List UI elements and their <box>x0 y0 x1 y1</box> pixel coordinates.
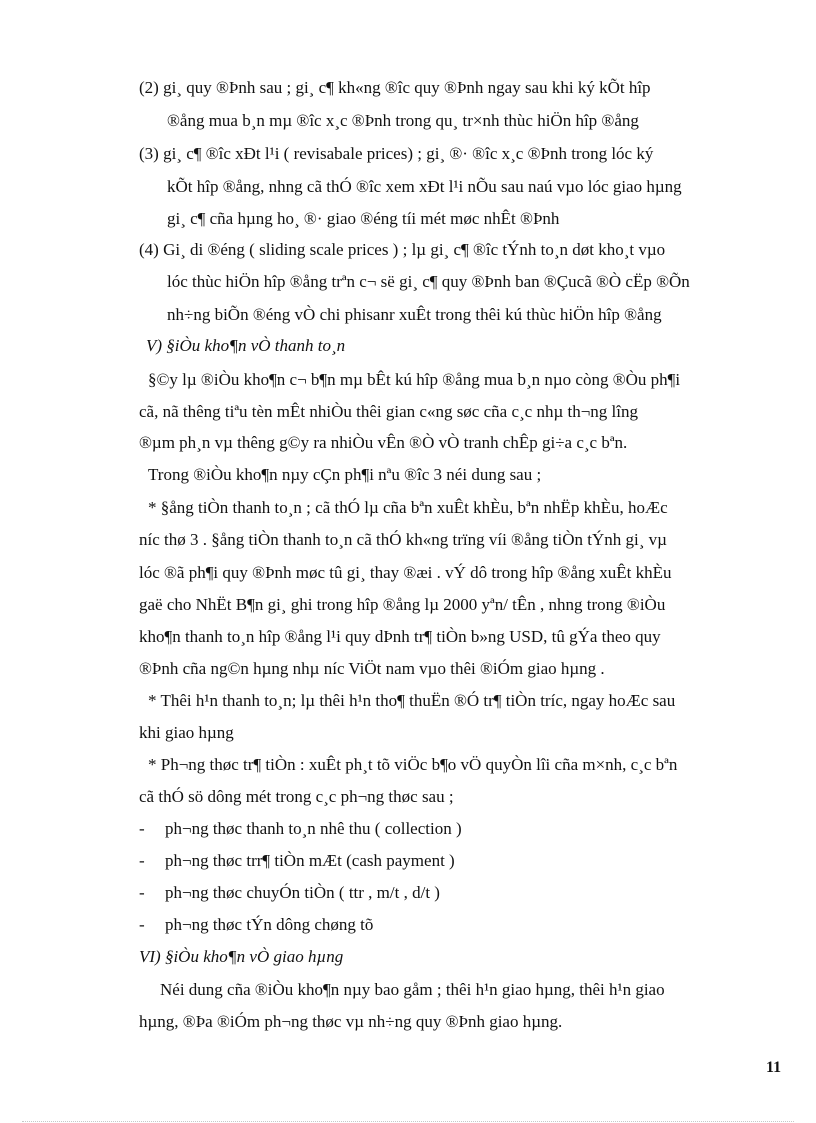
list-item: ph¬ng thøc tÝn dông chøng tõ <box>165 915 374 934</box>
text-line: §©y lµ ®iÒu kho¶n c¬ b¶n mµ bÊt kú hîp ®ång mua b¸n nµo còng ®Òu ph¶i <box>148 370 681 389</box>
text-line: gi¸ c¶ cña hµng ho¸ ®· giao ®éng tíi mét møc nhÊt ®Þnh <box>167 209 560 228</box>
text-line: kÕt hîp ®ång, nhng cã thÓ ®îc xem xÐt l¹i nÕu sau naú vµo lóc giao hµng <box>167 177 682 196</box>
list-bullet: - <box>139 883 145 902</box>
text-line: Néi dung cña ®iÒu kho¶n nµy bao gåm ; thêi h¹n giao hµng, thêi h¹n giao <box>160 980 665 999</box>
text-line: nh÷ng biÕn ®éng vÒ chi phisanr xuÊt trong thêi kú thùc hiÖn hîp ®ång <box>167 305 662 324</box>
list-bullet: - <box>139 851 145 870</box>
text-line: (4) Gi¸ di ®éng ( sliding scale prices ) ; lµ gi¸ c¶ ®îc tÝnh to¸n døt kho¸t vµo <box>139 240 666 259</box>
text-line: ®ång mua b¸n mµ ®îc x¸c ®Þnh trong qu¸ tr×nh thùc hiÖn hîp ®ång <box>167 111 639 130</box>
text-line: * §ång tiÒn thanh to¸n ; cã thÓ lµ cña bªn xuÊt khÈu, bªn nhËp khÈu, hoÆc <box>148 498 668 517</box>
text-line: kho¶n thanh to¸n hîp ®ång l¹i quy dÞnh tr¶ tiÒn b»ng USD, tû gÝa theo quy <box>139 627 661 646</box>
text-line: * Thêi h¹n thanh to¸n; lµ thêi h¹n tho¶ thuËn ®Ó tr¶ tiÒn tríc, ngay hoÆc sau <box>148 691 676 710</box>
list-item: ph¬ng thøc trr¶ tiÒn mÆt (cash payment ) <box>165 851 455 870</box>
text-line: ®µm ph¸n vµ thêng g©y ra nhiÒu vÊn ®Ò vÒ tranh chÊp gi÷a c¸c bªn. <box>139 433 628 452</box>
page-number: 11 <box>766 1059 782 1076</box>
text-line: gaë cho NhËt B¶n gi¸ ghi trong hîp ®ång lµ 2000 yªn/ tÊn , nhng trong ®iÒu <box>139 595 666 614</box>
footer-divider <box>22 1121 794 1122</box>
text-line: (2) gi¸ quy ®Þnh sau ; gi¸ c¶ kh«ng ®îc quy ®Þnh ngay sau khi ký kÕt hîp <box>139 78 651 97</box>
text-line: níc thø 3 . §ång tiÒn thanh to¸n cã thÓ kh«ng trïng víi ®ång tiÒn tÝnh gi¸ vµ <box>139 530 667 549</box>
text-line: khi giao hµng <box>139 723 234 742</box>
text-line: lóc ®ã ph¶i quy ®Þnh møc tû gi¸ thay ®æi . vÝ dô trong hîp ®ång xuÊt khÈu <box>139 563 672 582</box>
list-item: ph¬ng thøc chuyÓn tiÒn ( ttr , m/t , d/t ) <box>165 883 440 902</box>
text-line: cã thÓ sö dông mét trong c¸c ph¬ng thøc sau ; <box>139 787 454 806</box>
section-heading: V) §iÒu kho¶n vÒ thanh to¸n <box>146 336 346 355</box>
list-item: ph¬ng thøc thanh to¸n nhê thu ( collection ) <box>165 819 462 838</box>
text-line: * Ph¬ng thøc tr¶ tiÒn : xuÊt ph¸t tõ viÖc b¶o vÖ quyÒn lîi cña m×nh, c¸c bªn <box>148 755 678 774</box>
text-line: cã, nã thêng tiªu tèn mÊt nhiÒu thêi gian c«ng søc cña c¸c nhµ th¬ng lîng <box>139 402 639 421</box>
text-line: (3) gi¸ c¶ ®îc xÐt l¹i ( revisabale prices) ; gi¸ ®· ®îc x¸c ®Þnh trong lóc ký <box>139 144 654 163</box>
text-line: ®Þnh cña ng©n hµng nhµ níc ViÖt nam vµo thêi ®iÓm giao hµng . <box>139 659 605 678</box>
text-line: Trong ®iÒu kho¶n nµy cÇn ph¶i nªu ®îc 3 néi dung sau ; <box>148 465 542 484</box>
section-heading: VI) §iÒu kho¶n vÒ giao hµng <box>139 947 344 966</box>
text-line: lóc thùc hiÖn hîp ®ång trªn c¬ së gi¸ c¶ quy ®Þnh ban ®Çucã ®Ò cËp ®Õn <box>167 272 690 291</box>
list-bullet: - <box>139 819 145 838</box>
text-line: hµng, ®Þa ®iÓm ph¬ng thøc vµ nh÷ng quy ®Þnh giao hµng. <box>139 1012 563 1031</box>
list-bullet: - <box>139 915 145 934</box>
